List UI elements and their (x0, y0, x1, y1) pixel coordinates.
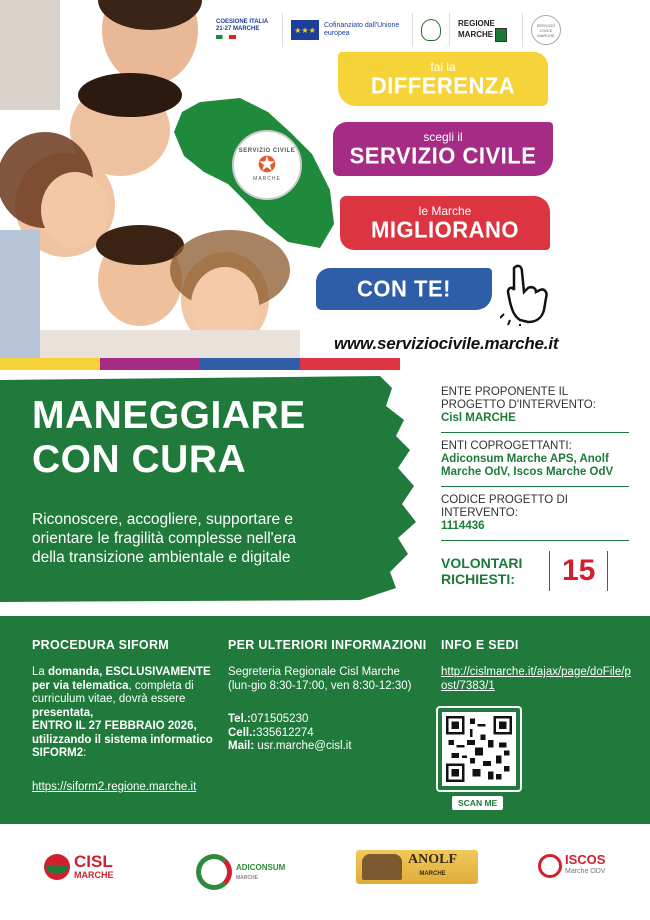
cell-label: Cell.: (228, 726, 257, 739)
procedura-text-3: : (83, 747, 87, 759)
qr-code-icon[interactable] (442, 712, 516, 786)
slogan-con-te (316, 268, 492, 310)
scan-me-label: SCAN ME (452, 796, 503, 810)
servizio-civile-badge (232, 130, 302, 200)
ulteriori-heading: PER ULTERIORI INFORMAZIONI (228, 638, 427, 652)
regione-text: REGIONE MARCHE (458, 18, 495, 39)
slogan-small-text: fai la (430, 59, 456, 74)
coprog-label: ENTI COPROGETTANTI: (441, 440, 572, 452)
sedi-link[interactable]: http://cislmarche.it/ajax/page/doFile/post/7383/1 (441, 666, 631, 692)
volontari-count: 15 (549, 551, 608, 591)
iscos-text: ISCOS (565, 852, 606, 867)
project-section (0, 370, 650, 616)
slogan-small-text: scegli il (423, 129, 463, 144)
regione-marche-logo (450, 13, 523, 47)
procedura-bold-3: ENTRO IL 27 FEBBRAIO 2026, utilizzando il sistema informatico SIFORM2 (32, 720, 213, 759)
cisl-mark-icon (44, 854, 70, 880)
procedura-text-1: La (32, 666, 48, 678)
slogan-big-text: DIFFERENZA (370, 71, 516, 99)
slogan-big-text: MIGLIORANO (371, 215, 519, 243)
anolf-text: ANOLF (408, 852, 457, 867)
eu-logo (283, 13, 413, 47)
regione-badge-icon (495, 28, 507, 42)
contact-section (0, 616, 650, 824)
servizio-civile-mini-logo (523, 13, 569, 47)
ente-proponente-block (441, 386, 629, 433)
eu-flag-icon: ★★★ (291, 20, 319, 40)
star-icon: ✪ (257, 152, 277, 177)
procedura-bold-1: domanda, ESCLUSIVAMENTE per via telematica (32, 666, 211, 692)
coesione-logo (208, 13, 283, 47)
project-title (32, 394, 306, 482)
cisl-logo (44, 854, 114, 880)
mail-value[interactable]: usr.marche@cisl.it (254, 740, 352, 752)
info-sedi-column (441, 638, 631, 693)
slogan-migliorano (340, 196, 550, 250)
codice-label: CODICE PROGETTO DI INTERVENTO: (441, 494, 568, 519)
siform-link[interactable]: https://siform2.regione.marche.it (32, 780, 197, 793)
cisl-sub-text: MARCHE (74, 870, 114, 880)
mail-line (228, 740, 428, 754)
tel-value[interactable]: 071505230 (250, 713, 309, 725)
adiconsum-logo (196, 854, 285, 890)
iscos-logo (538, 854, 605, 878)
slogan-big-text: SERVIZIO CIVILE (349, 141, 537, 169)
anolf-sub-text: MARCHE (419, 871, 446, 877)
badge-top-text: SERVIZIO CIVILE (238, 148, 296, 154)
volontari-label: VOLONTARI RICHIESTI: (441, 555, 523, 587)
slogan-big-text: CON TE! (357, 275, 451, 302)
mail-label: Mail: (228, 740, 255, 752)
hero-section (0, 0, 650, 370)
orari-text: (lun-gio 8:30-17:00, ven 8:30-12:30) (228, 679, 412, 692)
ulteriori-info-column (228, 638, 428, 754)
cell-value[interactable]: 335612274 (256, 726, 314, 739)
iscos-mark-icon (538, 854, 562, 878)
emblem-icon (421, 19, 441, 41)
ente-label: ENTE PROPONENTE IL PROGETTO D'INTERVENTO: (441, 386, 596, 411)
tel-label: Tel.: (228, 713, 251, 725)
color-brush-strip (0, 358, 400, 370)
coprog-value: Adiconsum Marche APS, Anolf Marche OdV, Iscos Marche OdV (441, 453, 614, 478)
italian-emblem (413, 13, 450, 47)
procedura-bold-2: presentata, (32, 706, 94, 719)
cisl-text: CISL (74, 852, 113, 871)
slogan-small-text: le Marche (418, 203, 472, 218)
website-link[interactable]: www.serviziocivile.marche.it (334, 334, 559, 353)
anolf-logo (356, 850, 478, 884)
servizio-civile-mini-text: SERVIZIO CIVILE MARCHE (531, 15, 561, 45)
adiconsum-mark-icon (196, 854, 232, 890)
anolf-people-icon (362, 854, 402, 880)
pointing-hand-icon (500, 262, 554, 326)
adiconsum-text: ADICONSUM (236, 863, 286, 872)
codice-progetto-block (441, 494, 629, 541)
slogan-differenza (338, 52, 548, 106)
volontari-row (441, 551, 629, 591)
procedura-text (32, 666, 222, 761)
coesione-text: COESIONE ITALIA 21-27 MARCHE (216, 18, 269, 32)
segreteria-text: Segreteria Regionale Cisl Marche (228, 666, 400, 678)
title-line-1: MANEGGIARE (32, 394, 306, 437)
adiconsum-sub-text: MARCHE (236, 875, 258, 881)
eu-text: Cofinanziato dall'Unione europea (324, 22, 400, 37)
procedura-text-2: , completa di curriculum vitae, dovrà essere (32, 679, 194, 705)
ente-value: Cisl MARCHE (441, 412, 516, 424)
slogan-servizio-civile (333, 122, 553, 176)
partner-logos (0, 824, 650, 920)
badge-bottom-text: MARCHE (253, 176, 281, 182)
project-info-column (441, 386, 629, 591)
tel-line (228, 713, 428, 727)
title-line-2: CON CURA (32, 438, 247, 481)
procedura-column (32, 638, 222, 794)
project-subtitle: Riconoscere, accogliere, supportare e orientare le fragilità complesse nell'era della transizione ambientale e digitale (32, 511, 297, 566)
sponsor-logos (208, 12, 640, 48)
procedura-heading: PROCEDURA SIFORM (32, 638, 169, 652)
codice-value: 1114436 (441, 520, 485, 532)
sedi-heading: INFO E SEDI (441, 638, 519, 652)
cell-line (228, 727, 428, 741)
enti-coprogettanti-block (441, 440, 629, 487)
iscos-sub-text: Marche ODV (565, 868, 606, 875)
